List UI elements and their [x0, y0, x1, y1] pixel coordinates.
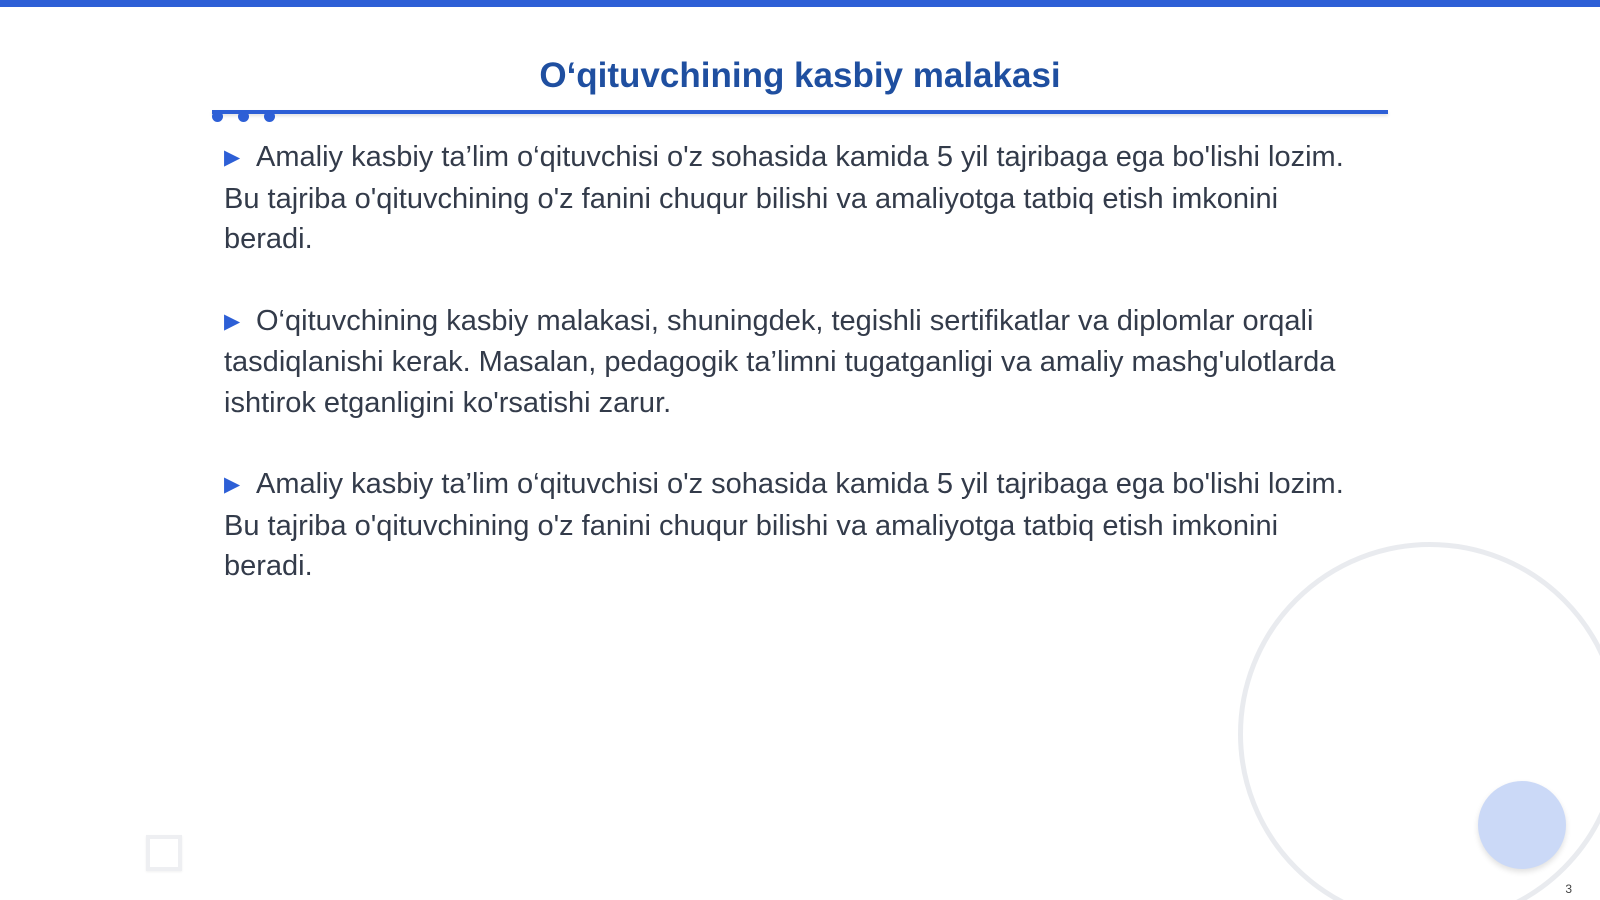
page-number: 3 — [1565, 882, 1572, 896]
bullet-text: O‘qituvchining kasbiy malakasi, shuningdek, tegishli sertifikatlar va diplomlar orqali tasdiqlanishi kerak. Masalan, pedagogik ta’limni tugatganligi va amaliy mashg'ulotlarda ishtirok etganligini ko'rsatishi zarur. — [224, 304, 1336, 419]
underline-dot — [238, 111, 249, 122]
decorative-dot — [1478, 781, 1566, 869]
underline-dot — [264, 111, 275, 122]
slide-title: O‘qituvchining kasbiy malakasi — [539, 56, 1061, 95]
bullet-list — [224, 137, 1344, 628]
underline-dot — [212, 111, 223, 122]
title-underline-dots — [212, 111, 282, 123]
bullet-text: Amaliy kasbiy ta’lim o‘qituvchisi o'z sohasida kamida 5 yil tajribaga ega bo'lishi lozim. Bu tajriba o'qituvchining o'z fanini chuqur bilishi va amaliyotga tatbiq etish imkonini beradi. — [224, 468, 1344, 582]
bullet-item — [224, 301, 1344, 424]
bullet-arrow-icon: ▶ — [224, 473, 241, 496]
bullet-item — [224, 137, 1344, 260]
bullet-text: Amaliy kasbiy ta’lim o‘qituvchisi o'z sohasida kamida 5 yil tajribaga ega bo'lishi lozim. Bu tajriba o'qituvchining o'z fanini chuqur bilishi va amaliyotga tatbiq etish imkonini beradi. — [224, 141, 1344, 255]
top-accent-bar — [0, 0, 1600, 7]
bullet-arrow-icon: ▶ — [224, 309, 241, 333]
bullet-item — [224, 464, 1344, 587]
bullet-arrow-icon: ▶ — [224, 146, 241, 169]
title-underline — [212, 110, 1388, 114]
decorative-square — [146, 835, 182, 871]
